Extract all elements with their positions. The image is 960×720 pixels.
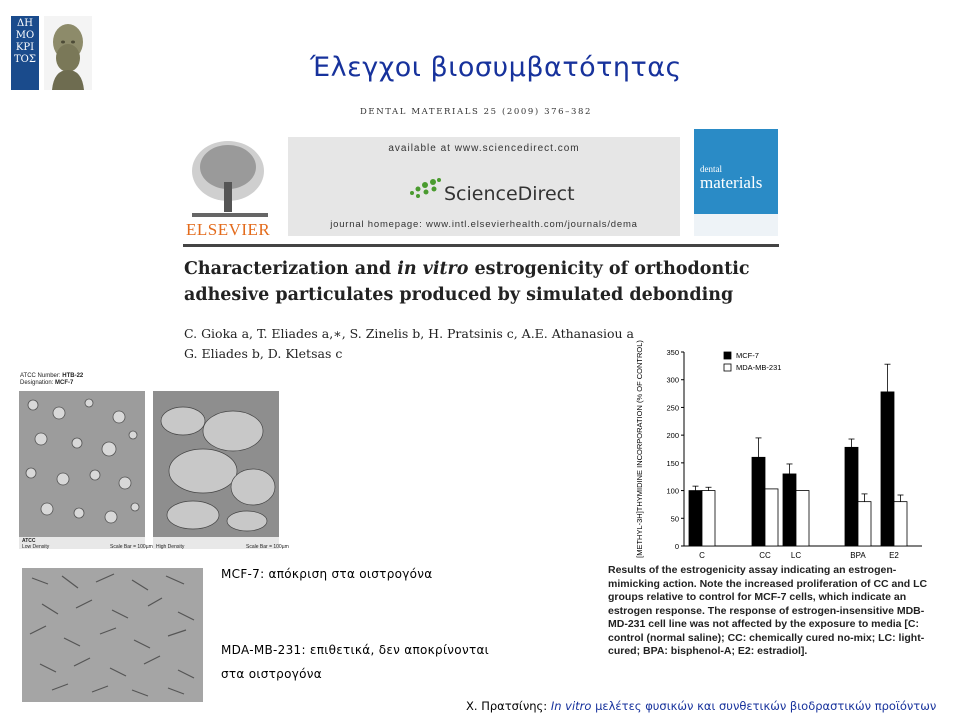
bar-mcf-7-lc bbox=[783, 474, 796, 546]
atcc-label bbox=[20, 373, 83, 387]
y-tick-label: 0 bbox=[674, 542, 679, 551]
paper-title bbox=[184, 256, 784, 308]
sciencedirect-panel bbox=[288, 137, 680, 236]
micrograph-mda-mb-231 bbox=[22, 568, 203, 702]
cover-line1: dental bbox=[700, 164, 722, 174]
footer bbox=[466, 699, 936, 713]
authors-line: C. Gioka a, T. Eliades a,∗, S. Zinelis b, H. Pratsinis c, A.E. Athanasiou a bbox=[184, 326, 635, 341]
logo-row: ΜΟ bbox=[15, 30, 35, 41]
y-tick-label: 50 bbox=[670, 514, 679, 524]
journal-homepage: journal homepage: www.intl.elsevierhealth.com/journals/dema bbox=[330, 219, 638, 230]
legend-label: MDA-MB-231 bbox=[736, 363, 782, 372]
legend-swatch bbox=[724, 364, 731, 371]
title-italic: in vitro bbox=[397, 259, 469, 279]
y-tick-label: 100 bbox=[666, 486, 679, 496]
chart-caption: Results of the estrogenicity assay indicating an estrogen-mimicking action. Note the increased proliferation of CC and LC groups relative to control for MCF-7 cells, which indicate an estrogen response. The response of estrogen-insensitive MDB-MD-231 cell line was not affected by the exposure to media [C: control (normal saline); CC: chemically cured no-mix; LC: light-cured; BPA: bisphenol-A; E2: estradiol]. bbox=[608, 564, 928, 657]
paper-authors bbox=[184, 324, 644, 364]
x-tick-label-e2: E2 bbox=[889, 551, 899, 560]
bar-mda-mb-231-lc bbox=[796, 491, 809, 546]
legend-label: MCF-7 bbox=[736, 351, 759, 360]
y-tick-label: 350 bbox=[666, 348, 679, 357]
bar-mcf-7-bpa bbox=[845, 447, 858, 546]
note-mda-line1: MDA-MB-231: επιθετικά, δεν αποκρίνονται bbox=[221, 643, 490, 657]
y-tick-label: 150 bbox=[666, 458, 679, 468]
university-logo bbox=[11, 16, 39, 90]
x-tick-label-cc: CC bbox=[759, 551, 771, 560]
micrograph-low-density bbox=[19, 391, 145, 549]
journal-citation: DENTAL MATERIALS 25 (2009) 376–382 bbox=[360, 107, 593, 117]
y-tick-label: 250 bbox=[666, 403, 679, 413]
sciencedirect-wordmark: ScienceDirect bbox=[444, 183, 575, 205]
footer-author: Χ. Πρατσίνης: bbox=[466, 699, 548, 713]
sciencedirect-leaf-icon bbox=[408, 177, 442, 199]
x-tick-label-bpa: BPA bbox=[850, 551, 866, 560]
title-part2: estrogenicity of orthodontic adhesive particulates produced by simulated debonding bbox=[184, 259, 750, 305]
atcc-watermark: ATCC bbox=[22, 538, 36, 544]
slide-title: Έλεγχοι βιοσυμβατότητας bbox=[310, 52, 682, 83]
scale-caption: Scale Bar = 100µm bbox=[110, 544, 153, 550]
low-density-caption: Low Density bbox=[22, 544, 50, 550]
footer-rest: μελέτες φυσικών και συνθετικών βιοδραστικών προϊόντων bbox=[595, 699, 937, 713]
atcc-designation: MCF-7 bbox=[55, 380, 74, 386]
atcc-number: HTB-22 bbox=[62, 373, 84, 379]
atcc-number-label: ATCC Number: bbox=[20, 373, 61, 379]
high-density-caption: High Density bbox=[156, 544, 185, 550]
scale-caption-2: Scale Bar = 100µm bbox=[246, 544, 289, 550]
journal-cover bbox=[694, 129, 778, 236]
estrogenicity-bar-chart bbox=[630, 340, 930, 560]
bar-mda-mb-231-bpa bbox=[858, 502, 871, 546]
bar-mda-mb-231-c bbox=[702, 491, 715, 546]
bar-mda-mb-231-cc bbox=[765, 489, 778, 546]
y-axis-label: [METHYL-3H]THYMIDINE INCORPORATION (% OF CONTROL) bbox=[635, 340, 644, 558]
note-mda-line2: στα οιστρογόνα bbox=[221, 667, 323, 681]
bar-mcf-7-e2 bbox=[881, 392, 894, 546]
header-rule bbox=[183, 244, 779, 247]
bar-mda-mb-231-e2 bbox=[894, 502, 907, 546]
cover-strip bbox=[694, 214, 778, 236]
elsevier-wordmark: ELSEVIER bbox=[186, 220, 271, 239]
logo-row: ΤΟΣ bbox=[14, 54, 36, 65]
bust-icon bbox=[44, 16, 92, 90]
x-tick-label-lc: LC bbox=[790, 551, 802, 560]
x-tick-label-c: C bbox=[699, 551, 705, 560]
available-at: available at www.sciencedirect.com bbox=[388, 143, 580, 154]
cover-line2: materials bbox=[700, 173, 763, 192]
footer-italic: In vitro bbox=[550, 699, 592, 713]
y-tick-label: 300 bbox=[666, 375, 679, 385]
cover-title bbox=[700, 165, 762, 192]
atcc-designation-label: Designation: bbox=[20, 380, 54, 386]
micrograph-high-density bbox=[153, 391, 279, 549]
bar-mcf-7-c bbox=[689, 491, 702, 546]
logo-row: ΔΗ bbox=[17, 18, 33, 29]
y-tick-label: 200 bbox=[666, 431, 679, 441]
legend-swatch bbox=[724, 352, 731, 359]
note-mcf7: MCF-7: απόκριση στα οιστρογόνα bbox=[221, 567, 433, 581]
logo-row: ΚΡΙ bbox=[15, 42, 35, 53]
title-part1: Characterization and bbox=[184, 259, 398, 279]
bar-mcf-7-cc bbox=[752, 457, 765, 546]
authors-line: G. Eliades b, D. Kletsas c bbox=[184, 346, 343, 361]
